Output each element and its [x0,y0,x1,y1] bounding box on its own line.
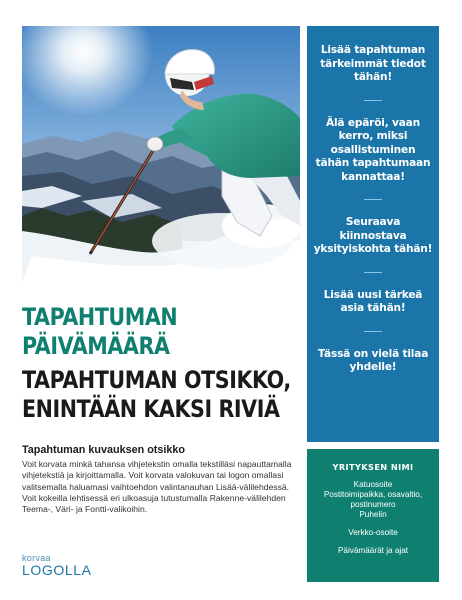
sidebar-divider [364,100,382,101]
highlight-1: Lisää tapahtuman tärkeimmät tiedot tähän! [320,44,426,83]
web-address: Verkko-osoite [348,528,398,537]
highlights-sidebar [307,26,439,442]
event-title-line1: TAPAHTUMAN OTSIKKO, [22,366,291,394]
logo-placeholder [22,554,92,578]
highlight-4: Lisää uusi tärkeä asia tähän! [323,288,423,314]
city-state-zip: Postitoimipaikka, osavaltio, postinumero [323,490,423,509]
skier-photo-illustration [22,26,300,282]
sidebar-divider [364,199,382,200]
event-date-line1: TAPAHTUMAN [22,303,178,331]
logo-big-text: LOGOLLA [22,562,92,578]
sidebar-divider [364,331,382,332]
skier-photo [22,26,300,282]
contact-box [307,449,439,582]
description-body: Voit korvata minkä tahansa vihjetekstin omalla tekstilläsi napauttamalla vihjetekstiä ja kirjoittamalla. Voit korvata valokuvan tai logon omallasi valitsemalla haluamasi vaihtoehdon valintanauhan Lisää-välilehdessä. Voit kokeilla lehtisessä eri ulkoasuja tutustumalla Rakenne-välilehden Teema-, Väri- ja Fontti-valikoihin. [22,459,292,515]
event-date [22,303,263,361]
description-title: Tapahtuman kuvauksen otsikko [22,444,185,456]
highlight-2: Älä epäröi, vaan kerro, miksi osallistuminen tähän tapahtumaan kannattaa! [315,116,431,183]
highlight-3: Seuraava kiinnostava yksityiskohta tähän! [313,216,433,255]
logo-small-text: korvaa [22,553,51,563]
event-title [22,366,306,424]
event-title-line2: ENINTÄÄN KAKSI RIVIÄ [22,395,280,423]
phone: Puhelin [359,510,387,519]
company-name: YRITYKSEN NIMI [332,462,414,472]
highlight-5: Tässä on vielä tilaa yhdelle! [317,347,429,373]
dates-times: Päivämäärät ja ajat [337,546,409,555]
event-date-line2: PÄIVÄMÄÄRÄ [22,332,170,360]
sidebar-divider [364,272,382,273]
street-address: Katuosoite [353,480,393,489]
